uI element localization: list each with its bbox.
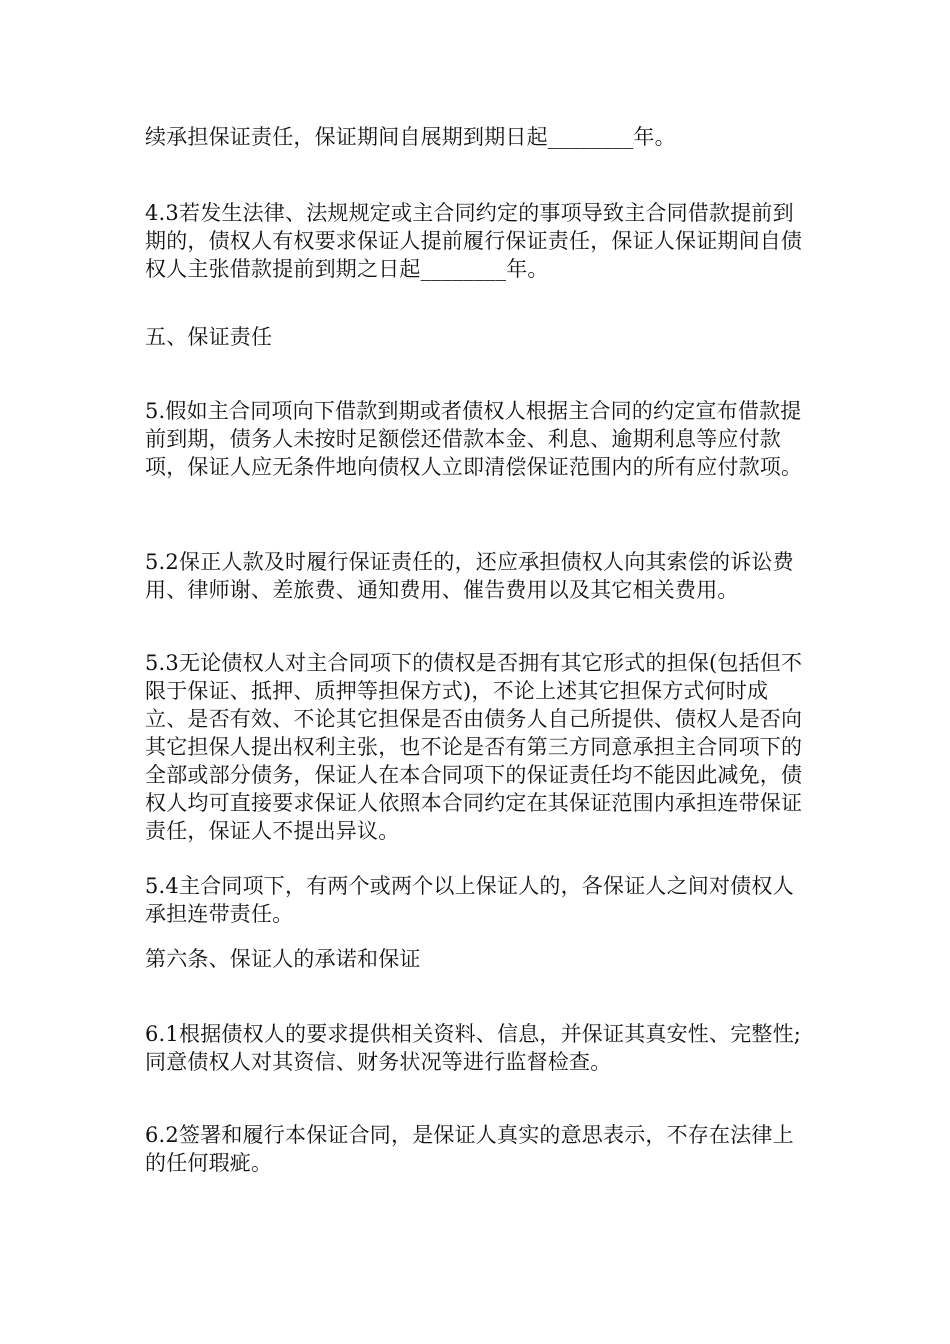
paragraph-4-3: 4.3若发生法律、法规规定或主合同约定的事项导致主合同借款提前到期的，债权人有权要求保证人提前履行保证责任，保证人保证期间自债权人主张借款提前到期之日起________年。 — [145, 201, 803, 281]
paragraph-5-2: 5.2保正人款及时履行保证责任的，还应承担债权人向其索偿的诉讼费用、律师谢、差旅费、通知费用、催告费用以及其它相关费用。 — [145, 550, 794, 602]
paragraph-6-1: 6.1根据债权人的要求提供相关资料、信息，并保证其真安性、完整性;同意债权人对其资信、财务状况等进行监督检查。 — [145, 1022, 802, 1074]
paragraph-5-4: 5.4主合同项下，有两个或两个以上保证人的，各保证人之间对债权人承担连带责任。 — [145, 874, 794, 926]
section-heading-5: 五、保证责任 — [145, 325, 273, 349]
paragraph-guarantee-period-extension: 续承担保证责任，保证期间自展期到期日起________年。 — [145, 125, 676, 149]
paragraph-6-2: 6.2签署和履行本保证合同，是保证人真实的意思表示，不存在法律上的任何瑕疵。 — [145, 1123, 794, 1175]
section-heading-6: 第六条、保证人的承诺和保证 — [145, 947, 421, 971]
paragraph-5-3: 5.3无论债权人对主合同项下的债权是否拥有其它形式的担保(包括但不限于保证、抵押、质押等担保方式)，不论上述其它担保方式何时成立、是否有效、不论其它担保是否由债务人自己所提供、债权人是否向其它担保人提出权利主张，也不论是否有第三方同意承担主合同项下的全部或部分债务，保证人在本合同项下的保证责任均不能因此减免，债权人均可直接要求保证人依照本合同约定在其保证范围内承担连带保证责任，保证人不提出异议。 — [145, 651, 803, 843]
paragraph-5-1: 5.假如主合同项向下借款到期或者债权人根据主合同的约定宣布借款提前到期，债务人未按时足额偿还借款本金、利息、逾期利息等应付款项，保证人应无条件地向债权人立即清偿保证范围内的所有应付款项。 — [145, 399, 803, 479]
